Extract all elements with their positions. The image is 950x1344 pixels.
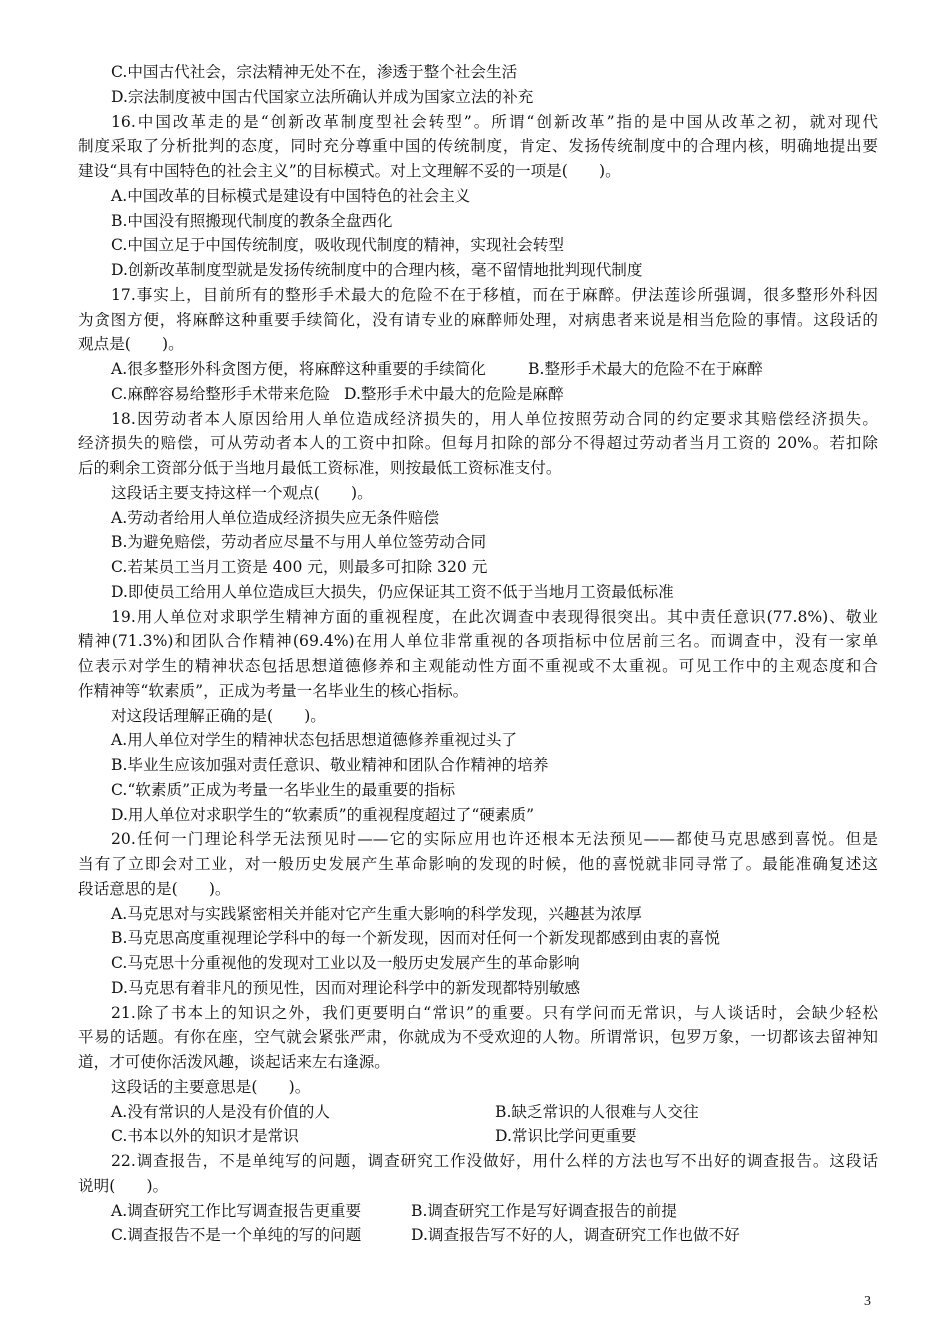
option-row	[78, 1223, 878, 1248]
question-19-prompt: 对这段话理解正确的是( )。	[111, 706, 326, 725]
question-16-text: 16.中国改革走的是“创新改革制度型社会转型”。所谓“创新改革”指的是中国从改革之初，就对现代	[111, 112, 878, 131]
question-20-text: 段话意思的是( )。	[78, 879, 231, 898]
question-18-text: 经济损失的赔偿，可从劳动者本人的工资中扣除。但每月扣除的部分不得超过劳动者当月工资的 20%。若扣除	[78, 434, 878, 453]
option-c: C.书本以外的知识才是常识	[111, 1127, 299, 1146]
option-row	[78, 382, 878, 407]
option-c: C.调查报告不是一个单纯的写的问题	[111, 1226, 362, 1245]
question-19-text: 位表示对学生的精神状态包括思想道德修养和主观能动性方面不重视或不太重视。可见工作中的主观态度和合	[78, 657, 878, 675]
option-row	[78, 1124, 878, 1149]
option-line: A.用人单位对学生的精神状态包括思想道德修养重视过头了	[111, 731, 518, 750]
question-18-text: 后的剩余工资部分低于当地月最低工资标准，则按最低工资标准支付。	[78, 459, 562, 477]
option-line: C.“软素质”正成为考量一名毕业生的最重要的指标	[111, 780, 456, 799]
option-line: A.马克思对与实践紧密相关并能对它产生重大影响的科学发现，兴趣甚为浓厚	[111, 904, 642, 923]
option-line: B.为避免赔偿，劳动者应尽量不与用人单位签劳动合同	[111, 533, 487, 552]
option-b: B.整形手术最大的危险不在于麻醉	[528, 360, 763, 378]
option-d: D.常识比学问更重要	[495, 1127, 637, 1146]
question-16-text: 制度采取了分析批判的态度，同时充分尊重中国的传统制度，肯定、发扬传统制度中的合理内核，明确地提出要	[78, 137, 878, 156]
question-17-text: 观点是( )。	[78, 335, 184, 354]
option-line: C.中国立足于中国传统制度，吸收现代制度的精神，实现社会转型	[111, 236, 564, 255]
question-19-text: 精神(71.3%)和团队合作精神(69.4%)在用人单位非常重视的各项指标中位居前三名。而调查中，没有一家单	[78, 632, 878, 651]
option-line: D.创新改革制度型就是发扬传统制度中的合理内核，毫不留情地批判现代制度	[111, 261, 643, 279]
question-19-text: 19.用人单位对求职学生精神方面的重视程度，在此次调查中表现得很突出。其中责任意识(77.8%)、敬业	[111, 607, 878, 626]
question-21-text: 道，才可使你活泼风趣，谈起话来左右逢源。	[78, 1053, 390, 1071]
option-a: A.没有常识的人是没有价值的人	[111, 1102, 330, 1121]
question-16-text: 建设“具有中国特色的社会主义”的目标模式。对上文理解不妥的一项是( )。	[78, 162, 621, 180]
option-a: A.很多整形外科贪图方便，将麻醉这种重要的手续简化	[111, 360, 486, 378]
question-17-text: 17.事实上，目前所有的整形手术最大的危险不在于移植，而在于麻醉。伊法莲诊所强调，很多整形外科因	[111, 285, 878, 304]
option-row	[78, 1199, 878, 1224]
option-line: D.用人单位对求职学生的“软素质”的重视程度超过了“硬素质”	[111, 805, 535, 824]
option-line: A.中国改革的目标模式是建设有中国特色的社会主义	[111, 186, 471, 205]
option-d: D.整形手术中最大的危险是麻醉	[344, 384, 564, 403]
question-21-text: 21.除了书本上的知识之外，我们更要明白“常识”的重要。只有学问而无常识，与人谈话时，会缺少轻松	[111, 1003, 878, 1022]
option-b: B.调查研究工作是写好调查报告的前提	[411, 1201, 677, 1220]
option-line: B.中国没有照搬现代制度的教条全盘西化	[111, 211, 393, 230]
option-line: B.毕业生应该加强对责任意识、敬业精神和团队合作精神的培养	[111, 756, 549, 774]
option-line: C.若某员工当月工资是 400 元，则最多可扣除 320 元	[111, 558, 488, 576]
option-line: C.马克思十分重视他的发现对工业以及一般历史发展产生的革命影响	[111, 954, 580, 972]
question-22-text: 22.调查报告，不是单纯写的问题，调查研究工作没做好，用什么样的方法也写不出好的调查报告。这段话	[111, 1152, 878, 1170]
question-20-text: 当有了立即会对工业，对一般历史发展产生革命影响的发现的时候，他的喜悦就非同寻常了。最能准确复述这	[78, 855, 878, 873]
question-21-prompt: 这段话的主要意思是( )。	[111, 1077, 311, 1096]
option-line: A.劳动者给用人单位造成经济损失应无条件赔偿	[111, 508, 440, 527]
option-c: C.麻醉容易给整形手术带来危险	[111, 384, 331, 403]
question-20-text: 20.任何一门理论科学无法预见时——它的实际应用也许还根本无法预见——都使马克思感到喜悦。但是	[111, 830, 878, 849]
option-line: D.马克思有着非凡的预见性，因而对理论科学中的新发现都特别敏感	[111, 978, 581, 997]
option-line: D.即使员工给用人单位造成巨大损失，仍应保证其工资不低于当地月工资最低标准	[111, 582, 674, 601]
question-18-prompt: 这段话主要支持这样一个观点( )。	[111, 483, 373, 502]
option-line: D.宗法制度被中国古代国家立法所确认并成为国家立法的补充	[111, 87, 534, 106]
question-21-text: 平易的话题。有你在座，空气就会紧张严肃，你就成为不受欢迎的人物。所谓常识，包罗万象，一切都该去留神知	[78, 1028, 878, 1047]
option-row	[78, 1100, 878, 1125]
document-body	[78, 60, 878, 1248]
option-line: C.中国古代社会，宗法精神无处不在，渗透于整个社会生活	[111, 63, 518, 81]
option-row	[78, 357, 878, 382]
question-17-text: 为贪图方便，将麻醉这种重要手续简化，没有请专业的麻醉师处理，对病患者来说是相当危险的事情。这段话的	[78, 310, 878, 329]
page-number: 3	[864, 1294, 871, 1309]
question-18-text: 18.因劳动者本人原因给用人单位造成经济损失的，用人单位按照劳动合同的约定要求其赔偿经济损失。	[111, 409, 878, 428]
option-a: A.调查研究工作比写调查报告更重要	[111, 1201, 362, 1220]
question-22-text: 说明( )。	[78, 1176, 169, 1195]
option-b: B.缺乏常识的人很难与人交往	[495, 1102, 699, 1121]
question-19-text: 作精神等“软素质”，正成为考量一名毕业生的核心指标。	[78, 681, 469, 700]
option-d: D.调查报告写不好的人，调查研究工作也做不好	[411, 1226, 740, 1245]
option-line: B.马克思高度重视理论学科中的每一个新发现，因而对任何一个新发现都感到由衷的喜悦	[111, 929, 720, 948]
